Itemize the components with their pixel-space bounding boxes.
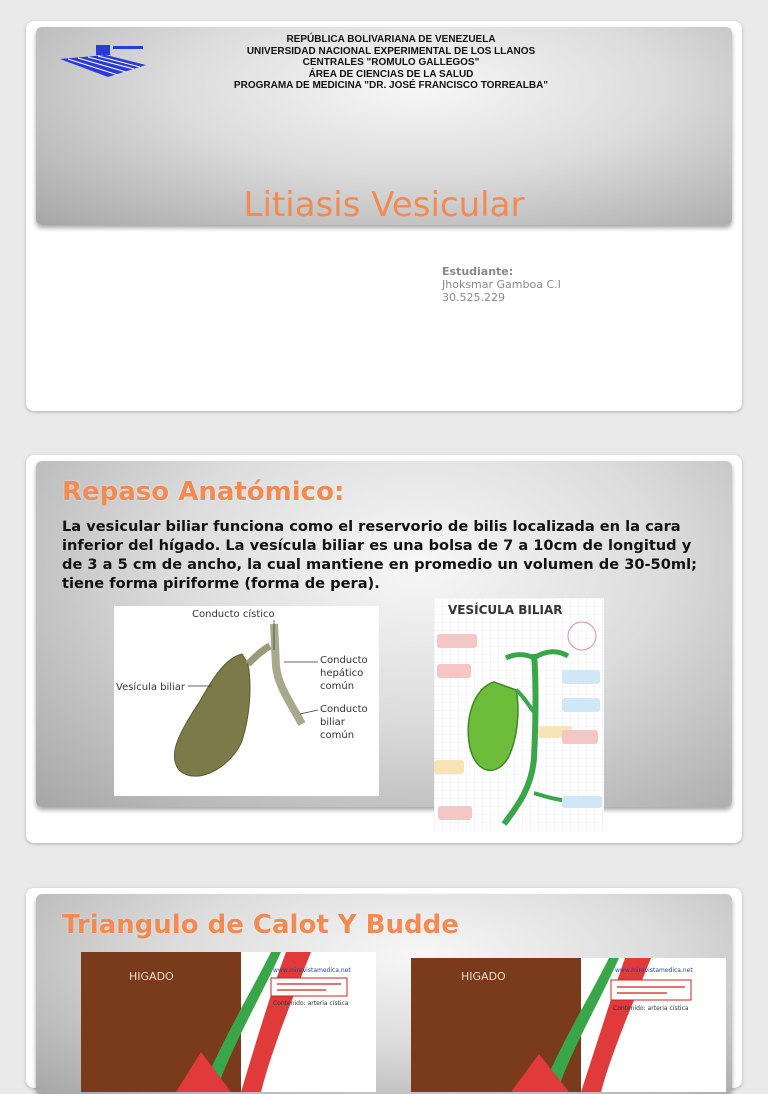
label-bile-1: Conducto [320, 704, 368, 715]
calot-panel [36, 894, 732, 1094]
title-panel [36, 27, 732, 225]
student-id: 30.525.229 [442, 291, 505, 304]
source-site: www.mirevistamedica.net [273, 967, 351, 974]
university-logo-icon [58, 37, 153, 79]
source-site: www.mirevistamedica.net [615, 967, 693, 974]
slide-heading: Repaso Anatómico: [62, 477, 345, 507]
liver-label: HIGADO [129, 970, 174, 983]
student-label: Estudiante: [442, 265, 514, 278]
label-hepatic-2: hepático [320, 668, 364, 679]
label-cystic-duct: Conducto cístico [192, 609, 275, 620]
anatomy-description: La vesicular biliar funciona como el reservorio de bilis localizada en la cara inferior del hígado. La vesícula biliar es una bolsa de 7 a 10cm de longitud y de 3 a 5 cm de ancho, la cual mantiene en promedio un volumen de 30-50ml; tiene forma piriforme (forma de pera). [62, 518, 697, 592]
content-note: Contenido: arteria cística [273, 1000, 349, 1007]
institution-header [206, 34, 576, 92]
label-hepatic-3: común [320, 681, 355, 692]
header-line: REPÚBLICA BOLIVARIANA DE VENEZUELA [286, 34, 496, 45]
content-note: Contenido: arteria cística [613, 1005, 689, 1012]
liver-label: HIGADO [461, 970, 506, 983]
title-slide [26, 21, 742, 411]
header-line: ÁREA DE CIENCIAS DE LA SALUD [308, 68, 474, 80]
header-line: UNIVERSIDAD NACIONAL EXPERIMENTAL DE LOS LLANOS [246, 45, 536, 57]
anatomy-slide [26, 455, 742, 843]
student-info [442, 265, 561, 304]
header-line: CENTRALES "ROMULO GALLEGOS" [302, 57, 480, 68]
anatomy-panel [36, 461, 732, 807]
calot-triangle-figure-left [81, 952, 376, 1092]
label-hepatic-1: Conducto [320, 655, 368, 666]
presentation-title: Litiasis Vesicular [243, 185, 525, 225]
vesicula-biliar-diagram [434, 598, 604, 830]
diagram-title: VESÍCULA BILIAR [448, 603, 563, 617]
gallbladder-illustration [114, 606, 379, 796]
header-line: PROGRAMA DE MEDICINA "DR. JOSÉ FRANCISCO TORREALBA" [233, 80, 549, 91]
student-name: Jhoksmar Gamboa C.I [442, 278, 561, 291]
label-vesicle: Vesícula biliar [116, 682, 186, 693]
label-bile-3: común [320, 730, 355, 741]
label-bile-2: biliar [320, 717, 345, 728]
calot-triangle-slide [26, 888, 742, 1088]
slide-heading: Triangulo de Calot Y Budde [62, 910, 459, 940]
calot-triangle-figure-right [411, 958, 726, 1092]
